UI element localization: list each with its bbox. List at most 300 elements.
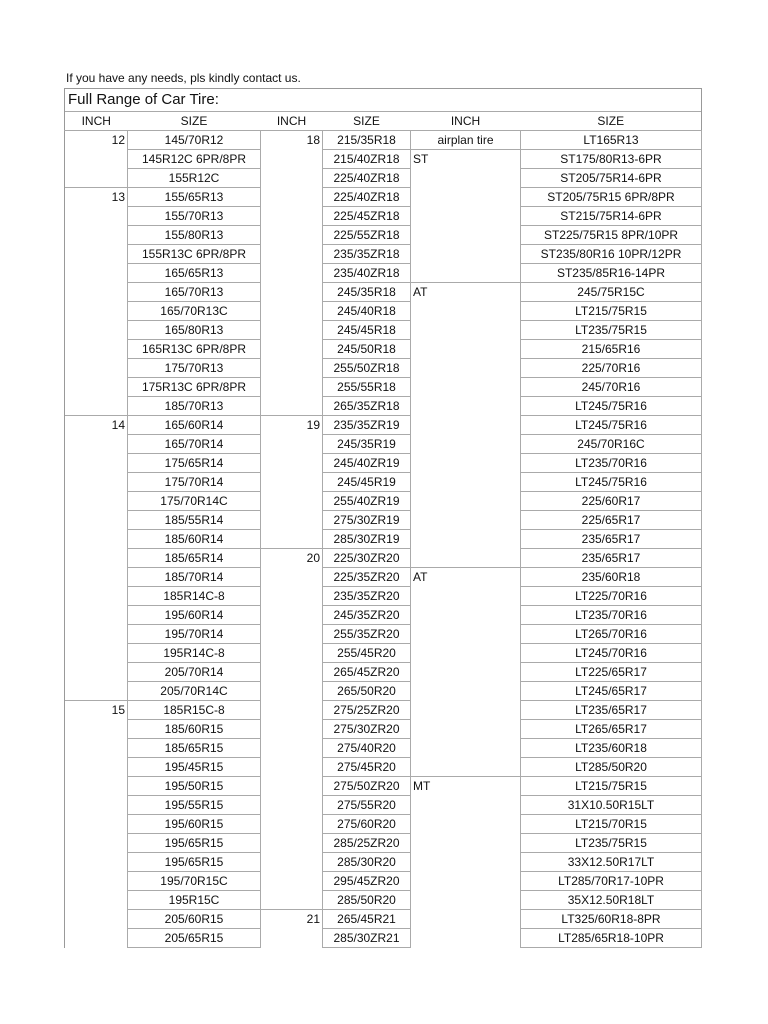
size-1-cell: 185/70R13 <box>128 397 261 416</box>
size-2-cell: 295/45ZR20 <box>323 872 411 891</box>
inch-group-1-cell <box>65 929 128 948</box>
size-3-cell: ST235/85R16-14PR <box>521 264 702 283</box>
inch-group-1-cell <box>65 910 128 929</box>
inch-group-1-cell <box>65 872 128 891</box>
size-3-cell: 245/70R16C <box>521 435 702 454</box>
size-3-cell: 235/65R17 <box>521 530 702 549</box>
table-row <box>65 910 702 929</box>
category-cell <box>411 473 521 492</box>
size-2-cell: 255/45R20 <box>323 644 411 663</box>
header-size-2: SIZE <box>323 112 411 131</box>
header-row <box>65 112 702 131</box>
category-cell <box>411 587 521 606</box>
table-row <box>65 416 702 435</box>
size-1-cell: 205/70R14C <box>128 682 261 701</box>
category-cell <box>411 245 521 264</box>
category-cell <box>411 416 521 435</box>
size-2-cell: 215/40ZR18 <box>323 150 411 169</box>
category-cell: AT <box>411 283 521 302</box>
inch-group-1-cell <box>65 853 128 872</box>
category-cell <box>411 739 521 758</box>
inch-group-2-cell <box>261 891 323 910</box>
category-cell <box>411 834 521 853</box>
table-row <box>65 511 702 530</box>
size-3-cell: ST205/75R15 6PR/8PR <box>521 188 702 207</box>
table-row <box>65 568 702 587</box>
category-cell <box>411 891 521 910</box>
size-2-cell: 275/25ZR20 <box>323 701 411 720</box>
size-2-cell: 285/30ZR19 <box>323 530 411 549</box>
inch-group-1-cell <box>65 796 128 815</box>
header-size-3: SIZE <box>521 112 702 131</box>
table-row <box>65 340 702 359</box>
inch-group-2-cell <box>261 644 323 663</box>
size-1-cell: 205/70R14 <box>128 663 261 682</box>
table-row <box>65 663 702 682</box>
size-3-cell: LT225/70R16 <box>521 587 702 606</box>
table-row <box>65 739 702 758</box>
size-2-cell: 235/35ZR19 <box>323 416 411 435</box>
size-2-cell: 285/30R20 <box>323 853 411 872</box>
inch-group-2-cell <box>261 929 323 948</box>
size-1-cell: 145/70R12 <box>128 131 261 150</box>
inch-group-2-cell <box>261 568 323 587</box>
size-2-cell: 275/50ZR20 <box>323 777 411 796</box>
size-1-cell: 195/55R15 <box>128 796 261 815</box>
category-cell <box>411 226 521 245</box>
category-cell <box>411 511 521 530</box>
size-2-cell: 235/40ZR18 <box>323 264 411 283</box>
size-2-cell: 255/55R18 <box>323 378 411 397</box>
size-3-cell: LT245/75R16 <box>521 416 702 435</box>
size-2-cell: 225/35ZR20 <box>323 568 411 587</box>
inch-group-1-cell <box>65 435 128 454</box>
header-inch-3: INCH <box>411 112 521 131</box>
inch-group-1-cell <box>65 815 128 834</box>
size-1-cell: 175/70R14C <box>128 492 261 511</box>
header-inch-1: INCH <box>65 112 128 131</box>
size-1-cell: 155/80R13 <box>128 226 261 245</box>
category-cell <box>411 663 521 682</box>
size-1-cell: 185R15C-8 <box>128 701 261 720</box>
size-3-cell: LT235/70R16 <box>521 606 702 625</box>
category-cell <box>411 302 521 321</box>
size-2-cell: 275/30ZR19 <box>323 511 411 530</box>
size-1-cell: 205/65R15 <box>128 929 261 948</box>
category-cell <box>411 397 521 416</box>
size-2-cell: 225/45ZR18 <box>323 207 411 226</box>
inch-group-1-cell <box>65 454 128 473</box>
category-cell <box>411 606 521 625</box>
inch-group-2-cell <box>261 758 323 777</box>
inch-group-1-cell <box>65 587 128 606</box>
category-cell <box>411 188 521 207</box>
size-3-cell: LT235/75R15 <box>521 321 702 340</box>
inch-group-2-cell <box>261 815 323 834</box>
size-3-cell: LT235/75R15 <box>521 834 702 853</box>
inch-group-2-cell <box>261 359 323 378</box>
size-1-cell: 195R14C-8 <box>128 644 261 663</box>
category-cell <box>411 758 521 777</box>
size-2-cell: 255/35ZR20 <box>323 625 411 644</box>
size-1-cell: 165/65R13 <box>128 264 261 283</box>
size-1-cell: 185/60R14 <box>128 530 261 549</box>
inch-group-2-cell <box>261 435 323 454</box>
size-1-cell: 175/70R13 <box>128 359 261 378</box>
size-2-cell: 225/30ZR20 <box>323 549 411 568</box>
size-1-cell: 155/65R13 <box>128 188 261 207</box>
inch-group-1-cell <box>65 169 128 188</box>
size-2-cell: 265/45R21 <box>323 910 411 929</box>
category-cell <box>411 682 521 701</box>
size-1-cell: 195R15C <box>128 891 261 910</box>
table-row <box>65 530 702 549</box>
inch-group-1-cell <box>65 473 128 492</box>
tire-range-table <box>64 88 702 948</box>
size-3-cell: LT215/75R15 <box>521 302 702 321</box>
table-row <box>65 872 702 891</box>
inch-group-2-cell: 21 <box>261 910 323 929</box>
size-2-cell: 275/60R20 <box>323 815 411 834</box>
table-row <box>65 226 702 245</box>
size-3-cell: LT245/70R16 <box>521 644 702 663</box>
table-row <box>65 682 702 701</box>
size-3-cell: LT165R13 <box>521 131 702 150</box>
table-row <box>65 777 702 796</box>
inch-group-2-cell <box>261 321 323 340</box>
size-1-cell: 165/80R13 <box>128 321 261 340</box>
contact-note: If you have any needs, pls kindly contact us. <box>66 71 301 85</box>
inch-group-1-cell <box>65 644 128 663</box>
table-row <box>65 796 702 815</box>
table-row <box>65 454 702 473</box>
inch-group-2-cell <box>261 530 323 549</box>
category-cell <box>411 378 521 397</box>
inch-group-2-cell <box>261 853 323 872</box>
table-row <box>65 720 702 739</box>
category-cell <box>411 910 521 929</box>
inch-group-1-cell <box>65 549 128 568</box>
table-row <box>65 473 702 492</box>
category-cell <box>411 701 521 720</box>
inch-group-2-cell <box>261 663 323 682</box>
inch-group-2-cell <box>261 834 323 853</box>
table-body <box>65 131 702 948</box>
table-row <box>65 929 702 948</box>
inch-group-2-cell <box>261 397 323 416</box>
inch-group-1-cell <box>65 150 128 169</box>
inch-group-2-cell: 19 <box>261 416 323 435</box>
category-cell <box>411 530 521 549</box>
size-2-cell: 265/50R20 <box>323 682 411 701</box>
table-row <box>65 283 702 302</box>
inch-group-2-cell <box>261 682 323 701</box>
size-1-cell: 195/65R15 <box>128 853 261 872</box>
inch-group-1-cell <box>65 492 128 511</box>
inch-group-2-cell: 20 <box>261 549 323 568</box>
category-cell <box>411 853 521 872</box>
size-1-cell: 195/50R15 <box>128 777 261 796</box>
size-3-cell: LT225/65R17 <box>521 663 702 682</box>
inch-group-1-cell <box>65 283 128 302</box>
size-1-cell: 165/70R13 <box>128 283 261 302</box>
size-2-cell: 255/40ZR19 <box>323 492 411 511</box>
size-3-cell: ST215/75R14-6PR <box>521 207 702 226</box>
table-row <box>65 321 702 340</box>
size-2-cell: 245/35R19 <box>323 435 411 454</box>
size-1-cell: 185/70R14 <box>128 568 261 587</box>
inch-group-1-cell <box>65 720 128 739</box>
inch-group-1-cell <box>65 397 128 416</box>
inch-group-2-cell <box>261 264 323 283</box>
size-1-cell: 145R12C 6PR/8PR <box>128 150 261 169</box>
size-1-cell: 195/60R15 <box>128 815 261 834</box>
size-2-cell: 275/40R20 <box>323 739 411 758</box>
size-1-cell: 155/70R13 <box>128 207 261 226</box>
inch-group-1-cell <box>65 530 128 549</box>
inch-group-1-cell <box>65 340 128 359</box>
size-3-cell: 235/65R17 <box>521 549 702 568</box>
size-1-cell: 185/65R15 <box>128 739 261 758</box>
size-1-cell: 165/60R14 <box>128 416 261 435</box>
size-3-cell: 35X12.50R18LT <box>521 891 702 910</box>
size-3-cell: ST235/80R16 10PR/12PR <box>521 245 702 264</box>
category-cell <box>411 929 521 948</box>
table-row <box>65 150 702 169</box>
table-row <box>65 891 702 910</box>
size-1-cell: 195/60R14 <box>128 606 261 625</box>
table-row <box>65 264 702 283</box>
inch-group-1-cell <box>65 834 128 853</box>
inch-group-1-cell <box>65 663 128 682</box>
table-row <box>65 587 702 606</box>
category-cell: ST <box>411 150 521 169</box>
table-title: Full Range of Car Tire: <box>65 89 702 112</box>
size-1-cell: 185/55R14 <box>128 511 261 530</box>
size-2-cell: 275/55R20 <box>323 796 411 815</box>
table-row <box>65 815 702 834</box>
size-3-cell: ST205/75R14-6PR <box>521 169 702 188</box>
inch-group-2-cell <box>261 492 323 511</box>
size-2-cell: 265/35ZR18 <box>323 397 411 416</box>
table-row <box>65 834 702 853</box>
category-cell <box>411 264 521 283</box>
inch-group-2-cell <box>261 169 323 188</box>
inch-group-1-cell: 14 <box>65 416 128 435</box>
size-1-cell: 185/60R15 <box>128 720 261 739</box>
inch-group-1-cell <box>65 378 128 397</box>
inch-group-1-cell <box>65 682 128 701</box>
size-3-cell: LT235/70R16 <box>521 454 702 473</box>
size-2-cell: 265/45ZR20 <box>323 663 411 682</box>
table-row <box>65 758 702 777</box>
inch-group-2-cell <box>261 701 323 720</box>
inch-group-2-cell <box>261 587 323 606</box>
inch-group-1-cell <box>65 739 128 758</box>
inch-group-2-cell <box>261 796 323 815</box>
size-1-cell: 205/60R15 <box>128 910 261 929</box>
category-cell <box>411 644 521 663</box>
table-row <box>65 378 702 397</box>
table-row <box>65 188 702 207</box>
size-3-cell: LT245/75R16 <box>521 473 702 492</box>
size-3-cell: LT265/70R16 <box>521 625 702 644</box>
inch-group-1-cell <box>65 264 128 283</box>
size-3-cell: 235/60R18 <box>521 568 702 587</box>
size-2-cell: 225/55ZR18 <box>323 226 411 245</box>
size-3-cell: LT235/65R17 <box>521 701 702 720</box>
size-3-cell: 215/65R16 <box>521 340 702 359</box>
category-cell <box>411 207 521 226</box>
inch-group-2-cell <box>261 207 323 226</box>
category-cell <box>411 796 521 815</box>
category-cell <box>411 720 521 739</box>
table-row <box>65 359 702 378</box>
category-cell <box>411 435 521 454</box>
table-row <box>65 245 702 264</box>
size-3-cell: ST175/80R13-6PR <box>521 150 702 169</box>
size-2-cell: 285/25ZR20 <box>323 834 411 853</box>
size-1-cell: 175/70R14 <box>128 473 261 492</box>
size-1-cell: 155R13C 6PR/8PR <box>128 245 261 264</box>
inch-group-2-cell <box>261 511 323 530</box>
inch-group-1-cell <box>65 758 128 777</box>
table-row <box>65 606 702 625</box>
category-cell <box>411 169 521 188</box>
inch-group-2-cell <box>261 720 323 739</box>
table-row <box>65 397 702 416</box>
size-2-cell: 285/50R20 <box>323 891 411 910</box>
size-2-cell: 245/35ZR20 <box>323 606 411 625</box>
inch-group-1-cell <box>65 511 128 530</box>
size-2-cell: 255/50ZR18 <box>323 359 411 378</box>
table-row <box>65 549 702 568</box>
size-2-cell: 245/40R18 <box>323 302 411 321</box>
category-cell <box>411 815 521 834</box>
size-1-cell: 165/70R13C <box>128 302 261 321</box>
inch-group-2-cell <box>261 739 323 758</box>
size-2-cell: 225/40ZR18 <box>323 169 411 188</box>
size-3-cell: LT235/60R18 <box>521 739 702 758</box>
table-row <box>65 207 702 226</box>
category-cell <box>411 359 521 378</box>
table-row <box>65 644 702 663</box>
inch-group-1-cell: 13 <box>65 188 128 207</box>
inch-group-2-cell <box>261 454 323 473</box>
category-cell <box>411 321 521 340</box>
inch-group-1-cell <box>65 207 128 226</box>
size-1-cell: 185/65R14 <box>128 549 261 568</box>
size-2-cell: 245/40ZR19 <box>323 454 411 473</box>
size-1-cell: 165R13C 6PR/8PR <box>128 340 261 359</box>
size-3-cell: LT265/65R17 <box>521 720 702 739</box>
inch-group-1-cell <box>65 777 128 796</box>
table-row <box>65 435 702 454</box>
size-3-cell: LT215/70R15 <box>521 815 702 834</box>
table-row <box>65 302 702 321</box>
inch-group-2-cell <box>261 872 323 891</box>
category-cell: airplan tire <box>411 131 521 150</box>
size-2-cell: 245/50R18 <box>323 340 411 359</box>
inch-group-1-cell <box>65 568 128 587</box>
size-3-cell: 245/75R15C <box>521 283 702 302</box>
size-3-cell: LT285/70R17-10PR <box>521 872 702 891</box>
inch-group-2-cell <box>261 340 323 359</box>
table-row <box>65 625 702 644</box>
size-2-cell: 275/45R20 <box>323 758 411 777</box>
category-cell: AT <box>411 568 521 587</box>
size-3-cell: LT215/75R15 <box>521 777 702 796</box>
inch-group-1-cell <box>65 302 128 321</box>
inch-group-2-cell <box>261 302 323 321</box>
table-row <box>65 169 702 188</box>
inch-group-2-cell <box>261 473 323 492</box>
size-1-cell: 175/65R14 <box>128 454 261 473</box>
category-cell <box>411 454 521 473</box>
size-1-cell: 195/70R15C <box>128 872 261 891</box>
size-1-cell: 155R12C <box>128 169 261 188</box>
inch-group-2-cell <box>261 606 323 625</box>
size-2-cell: 245/35R18 <box>323 283 411 302</box>
size-3-cell: ST225/75R15 8PR/10PR <box>521 226 702 245</box>
table-row <box>65 492 702 511</box>
size-3-cell: 225/60R17 <box>521 492 702 511</box>
table-row <box>65 701 702 720</box>
inch-group-1-cell <box>65 359 128 378</box>
size-3-cell: LT285/65R18-10PR <box>521 929 702 948</box>
size-2-cell: 225/40ZR18 <box>323 188 411 207</box>
size-3-cell: LT245/65R17 <box>521 682 702 701</box>
inch-group-1-cell <box>65 245 128 264</box>
inch-group-1-cell <box>65 226 128 245</box>
inch-group-2-cell <box>261 283 323 302</box>
size-2-cell: 245/45R18 <box>323 321 411 340</box>
category-cell <box>411 340 521 359</box>
size-3-cell: 225/70R16 <box>521 359 702 378</box>
category-cell <box>411 625 521 644</box>
size-1-cell: 195/65R15 <box>128 834 261 853</box>
inch-group-1-cell <box>65 606 128 625</box>
size-2-cell: 275/30ZR20 <box>323 720 411 739</box>
size-1-cell: 165/70R14 <box>128 435 261 454</box>
inch-group-2-cell: 18 <box>261 131 323 150</box>
inch-group-1-cell: 12 <box>65 131 128 150</box>
inch-group-2-cell <box>261 378 323 397</box>
size-1-cell: 195/45R15 <box>128 758 261 777</box>
header-inch-2: INCH <box>261 112 323 131</box>
size-2-cell: 235/35ZR18 <box>323 245 411 264</box>
inch-group-1-cell: 15 <box>65 701 128 720</box>
inch-group-1-cell <box>65 625 128 644</box>
table-row <box>65 131 702 150</box>
inch-group-1-cell <box>65 321 128 340</box>
size-2-cell: 285/30ZR21 <box>323 929 411 948</box>
inch-group-2-cell <box>261 188 323 207</box>
header-size-1: SIZE <box>128 112 261 131</box>
category-cell: MT <box>411 777 521 796</box>
size-3-cell: 225/65R17 <box>521 511 702 530</box>
category-cell <box>411 872 521 891</box>
size-3-cell: LT245/75R16 <box>521 397 702 416</box>
size-1-cell: 175R13C 6PR/8PR <box>128 378 261 397</box>
inch-group-2-cell <box>261 226 323 245</box>
category-cell <box>411 549 521 568</box>
size-3-cell: 31X10.50R15LT <box>521 796 702 815</box>
size-3-cell: 245/70R16 <box>521 378 702 397</box>
category-cell <box>411 492 521 511</box>
inch-group-2-cell <box>261 625 323 644</box>
size-3-cell: LT285/50R20 <box>521 758 702 777</box>
